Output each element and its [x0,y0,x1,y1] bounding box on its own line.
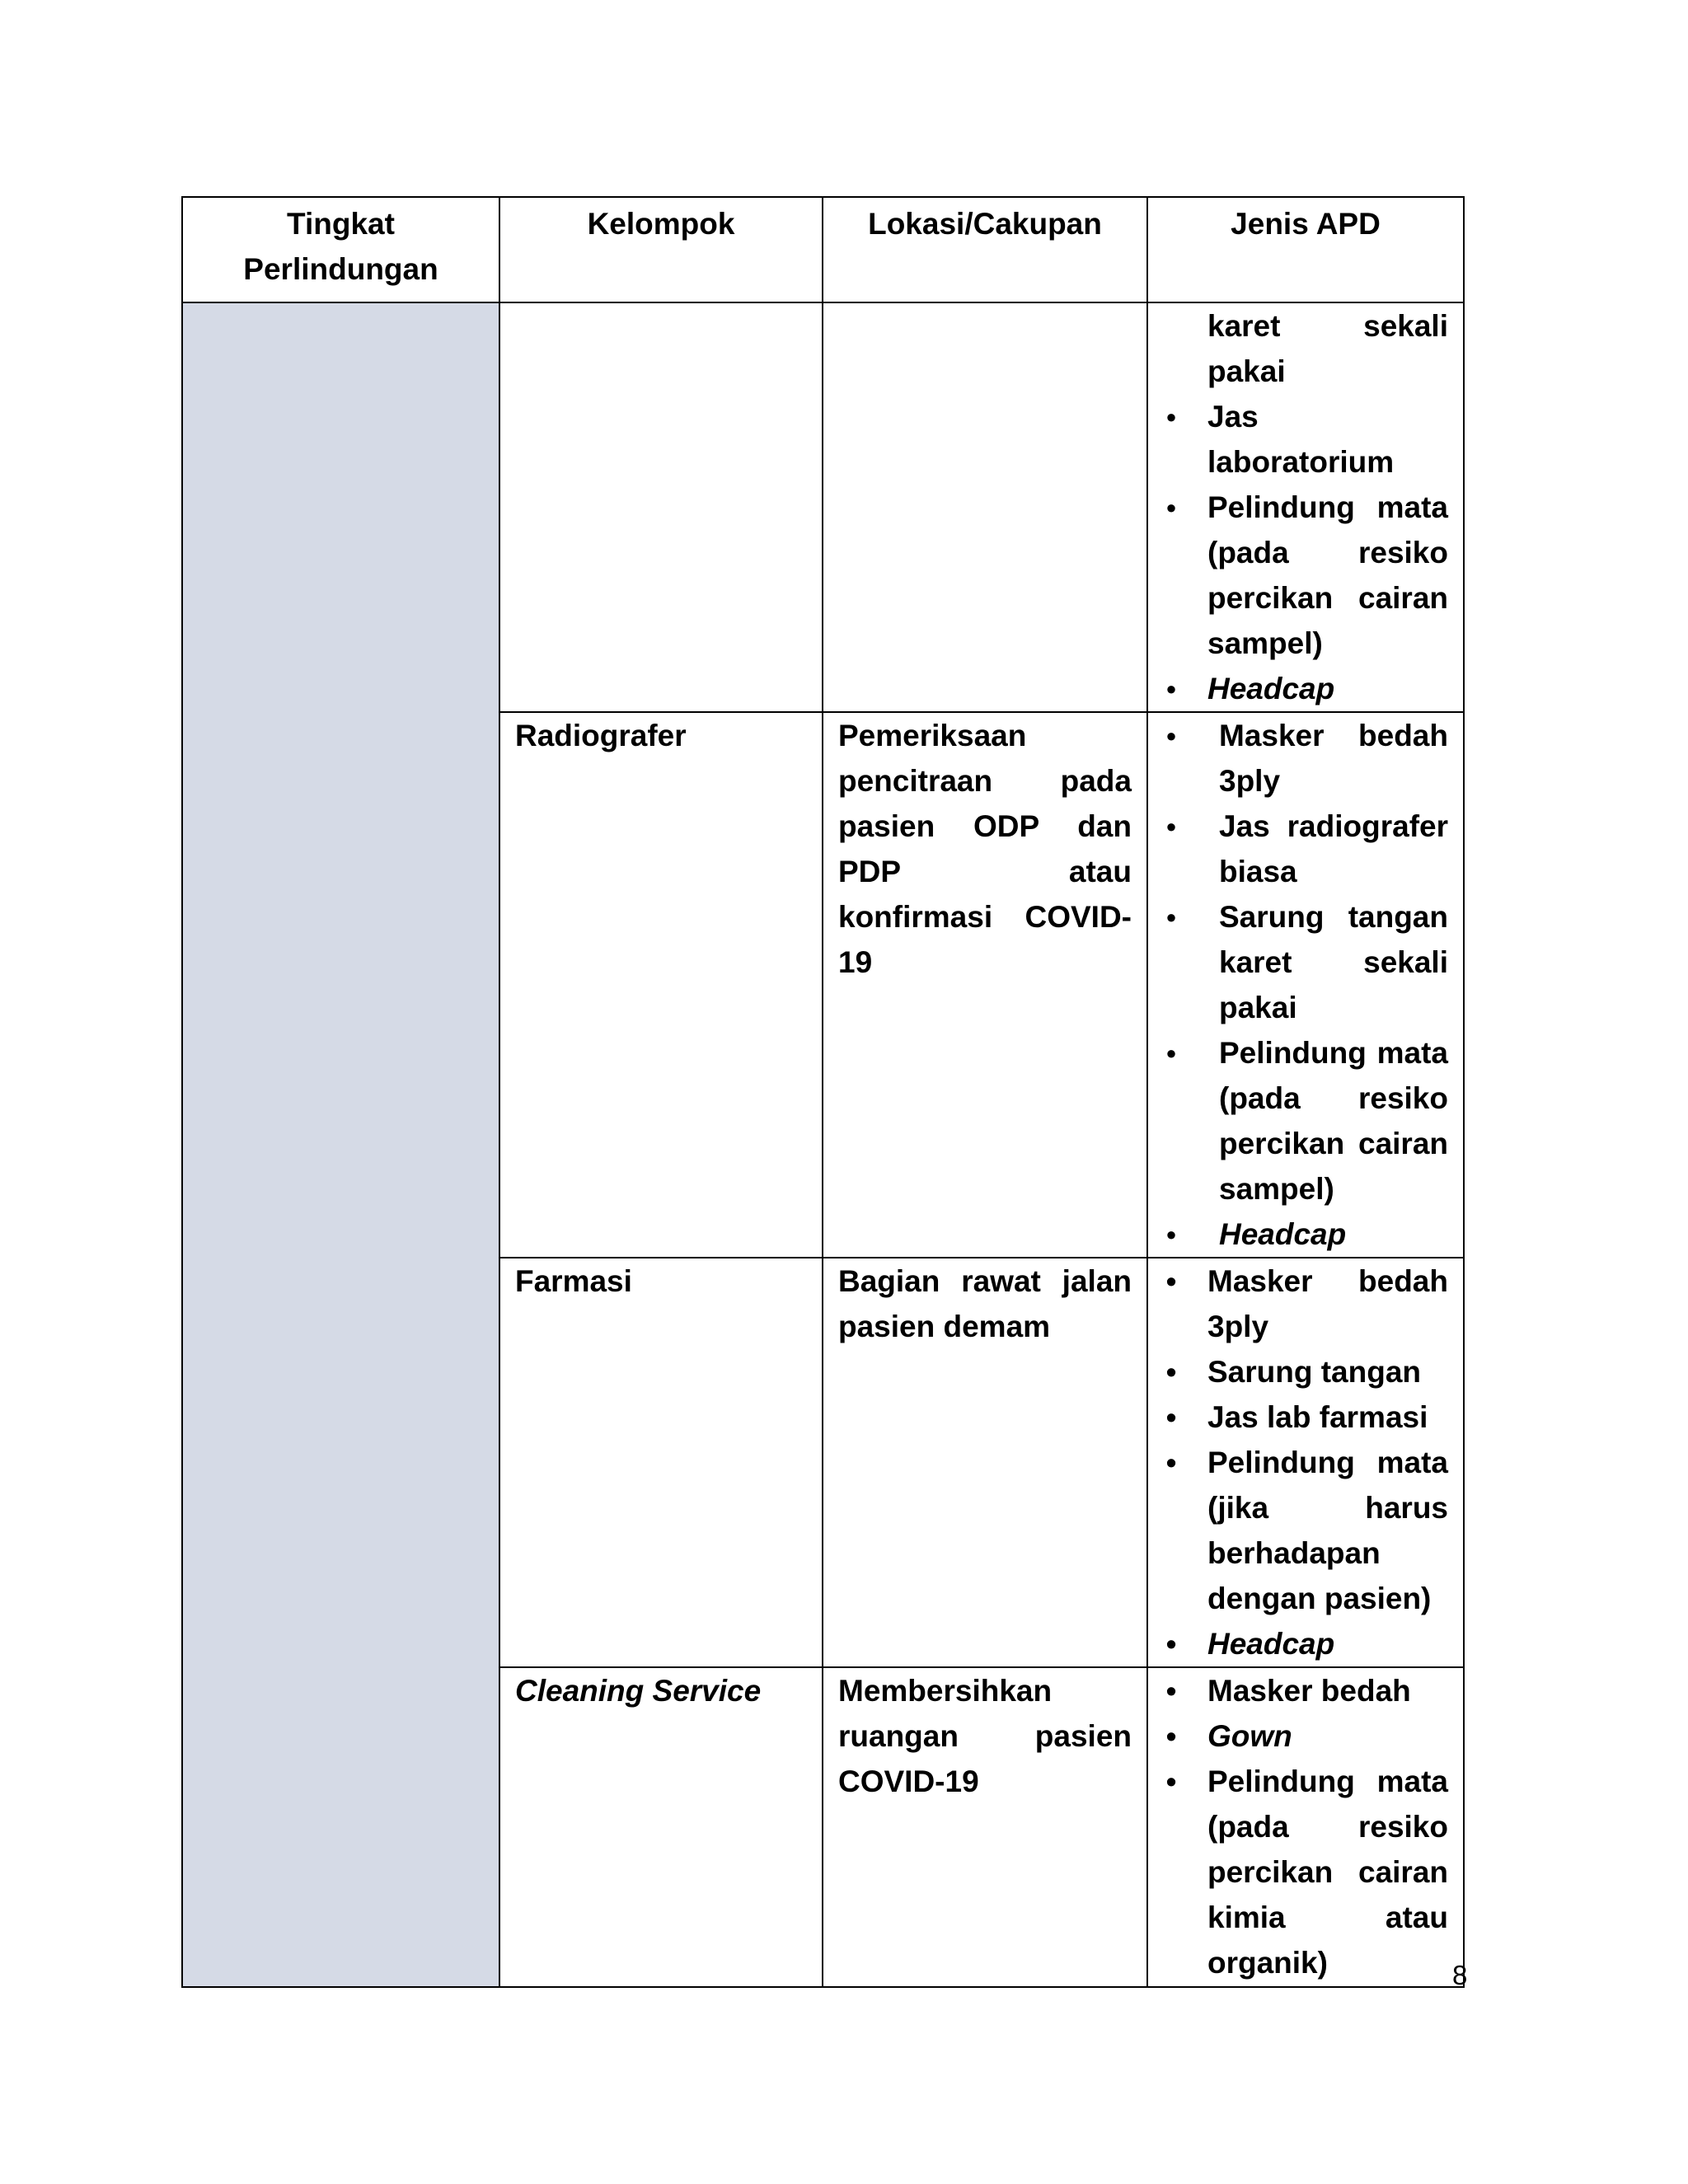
bullet-icon: ● [1165,1224,1177,1244]
list-item: ● Masker bedah 3ply [1163,713,1448,804]
apd-table [181,196,1465,1988]
bullet-icon: ● [1165,816,1177,837]
table-row [182,302,1464,712]
table-row [182,1258,1464,1667]
bullet-icon: • [1165,1355,1177,1389]
bullet-icon: • [1165,1719,1177,1753]
apd-list [1163,1258,1448,1666]
bullet-icon: • [1165,1674,1177,1708]
location-cell: Pemeriksaan pencitraan pada pasien ODP dan PDP atau konfirmasi COVID-19 [823,712,1147,1258]
list-item: ● Jas radiografer biasa [1163,804,1448,894]
location-cell: Membersihkan ruangan pasien COVID-19 [823,1667,1147,1987]
list-item: • Pelindung mata (jika harus berhadapan dengan pasien) [1163,1440,1448,1621]
header-kelompok: Kelompok [499,197,823,302]
header-jenis-apd: Jenis APD [1147,197,1464,302]
header-row [182,197,1464,302]
list-item: • Masker bedah [1163,1668,1448,1713]
group-cell: Cleaning Service [499,1667,823,1987]
protection-level-cell [182,302,499,1258]
bullet-icon: • [1165,1446,1177,1479]
page-number: 8 [1452,1960,1468,1990]
list-item: • Pelindung mata (pada resiko percikan cairan kimia atau organik) [1163,1759,1448,1985]
bullet-icon: ● [1165,497,1177,518]
bullet-icon: • [1165,1400,1177,1434]
group-cell: Radiografer [499,712,823,1258]
bullet-icon: ● [1165,1043,1177,1063]
list-item: • Gown [1163,1713,1448,1759]
bullet-icon: • [1165,1765,1177,1798]
list-item: ● Pelindung mata (pada resiko percikan cairan sampel) [1163,485,1448,666]
apd-list [1163,713,1448,1257]
list-item: ● Sarung tangan karet sekali pakai [1163,894,1448,1030]
apd-list [1163,394,1448,711]
list-item: ● Headcap [1163,666,1448,711]
group-cell: Farmasi [499,1258,823,1667]
apd-continuation-text: karet sekali pakai [1207,309,1448,388]
apd-cell [1147,302,1464,712]
apd-cell [1147,1258,1464,1667]
list-item: • Masker bedah 3ply [1163,1258,1448,1349]
apd-cell [1147,1667,1464,1987]
header-lokasi: Lokasi/Cakupan [823,197,1147,302]
list-item: • Sarung tangan [1163,1349,1448,1394]
list-item: ● Headcap [1163,1212,1448,1257]
header-tingkat: Tingkat Perlindungan [182,197,499,302]
list-item: ● Pelindung mata (pada resiko percikan cairan sampel) [1163,1030,1448,1212]
bullet-icon: • [1165,1627,1177,1661]
protection-level-cell [182,1258,499,1987]
list-item: ● Jas laboratorium [1163,394,1448,485]
list-item: • Jas lab farmasi [1163,1394,1448,1440]
bullet-icon: ● [1165,678,1177,699]
group-cell [499,302,823,712]
location-cell: Bagian rawat jalan pasien demam [823,1258,1147,1667]
apd-list [1163,1668,1448,1985]
list-item: • Headcap [1163,1621,1448,1666]
bullet-icon: ● [1165,907,1177,927]
apd-cell [1147,712,1464,1258]
location-cell [823,302,1147,712]
bullet-icon: ● [1165,406,1177,427]
bullet-icon: • [1165,1264,1177,1298]
bullet-icon: ● [1165,725,1177,746]
